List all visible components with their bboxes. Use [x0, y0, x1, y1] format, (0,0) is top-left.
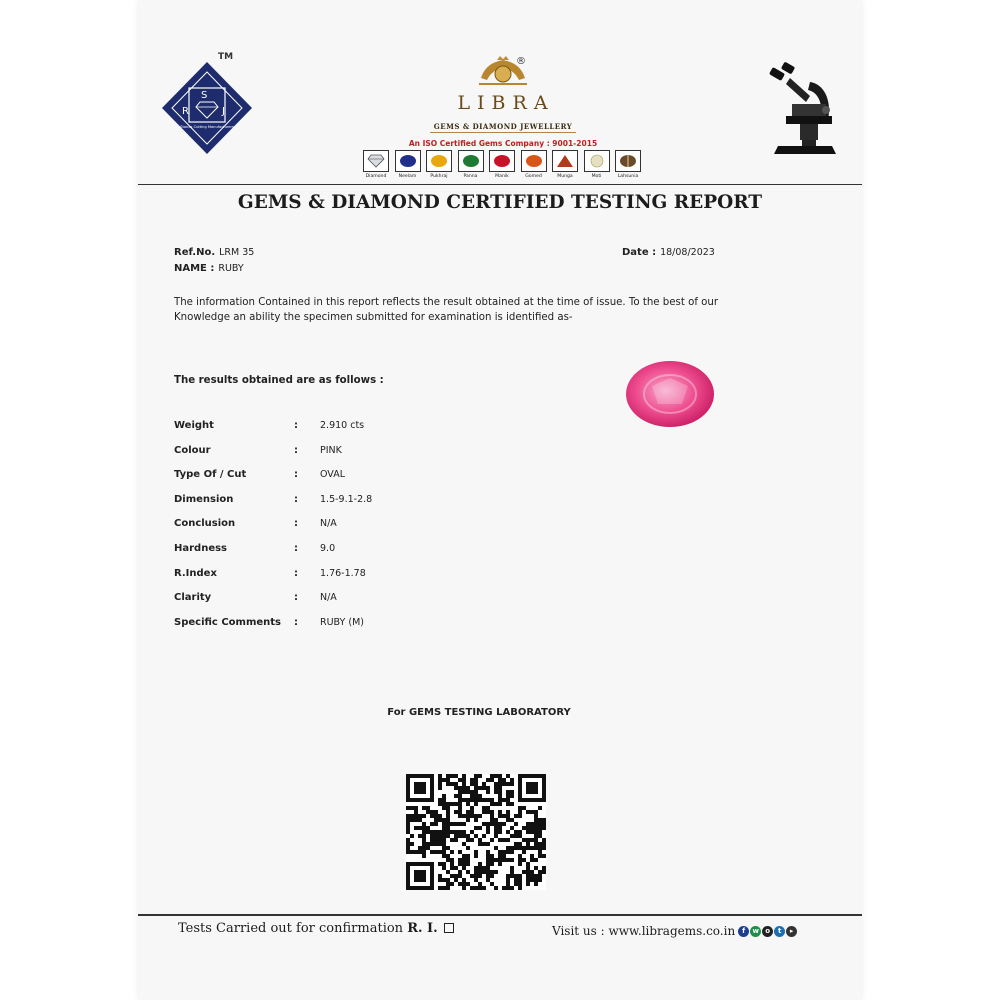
result-label: Colour [174, 444, 211, 456]
certificate-page [138, 0, 862, 1000]
result-label: Specific Comments [174, 616, 282, 628]
name-label: NAME : [174, 263, 215, 274]
result-value: 1.5-9.1-2.8 [320, 493, 373, 505]
srj-letter-r: R [182, 106, 189, 117]
cats-eye-icon [619, 154, 637, 168]
srj-letter-j: J [222, 106, 225, 117]
result-label: Weight [174, 420, 214, 431]
result-row [174, 617, 474, 642]
pearl-icon [588, 154, 606, 168]
registered-mark: ® [516, 56, 526, 67]
result-value: N/A [320, 592, 337, 604]
instagram-icon[interactable]: o [762, 926, 773, 937]
gem-pukhraj [425, 150, 453, 184]
result-value: 2.910 cts [320, 420, 365, 431]
ref-label: Ref.No. [174, 247, 216, 258]
result-colon: : [294, 592, 298, 604]
intro-paragraph: The information Contained in this report reflects the result obtained at the time of issue. To the best of our Knowledge an ability the specimen submitted for examination is identified as- [174, 297, 719, 323]
ref-value: LRM 35 [219, 247, 255, 258]
result-row [174, 494, 474, 519]
result-value: RUBY (M) [320, 616, 364, 628]
date-value: 18/08/2023 [660, 247, 715, 258]
result-row [174, 543, 474, 568]
report-title: GEMS & DIAMOND CERTIFIED TESTING REPORT [237, 192, 763, 213]
website-note [552, 924, 797, 938]
name-value: RUBY [218, 263, 244, 274]
gem-label: Munga [557, 174, 573, 179]
gem-label: Panna [463, 174, 478, 179]
hessonite-icon [525, 154, 543, 168]
blue-sapphire-icon [399, 154, 417, 168]
gem-munga [551, 150, 579, 184]
footer-divider [138, 914, 862, 916]
result-label: Type Of / Cut [174, 469, 247, 481]
report-date [622, 247, 715, 258]
result-value: 9.0 [320, 542, 336, 554]
date-label: Date : [622, 247, 657, 258]
result-label: Dimension [174, 493, 234, 505]
gem-type-row [362, 150, 642, 184]
gem-label: Lahsunia [617, 174, 639, 179]
results-table [174, 420, 474, 641]
result-value: OVAL [320, 469, 345, 481]
gem-manik [488, 150, 516, 184]
result-colon: : [294, 518, 298, 530]
gem-panna [457, 150, 485, 184]
result-colon: : [294, 616, 298, 628]
gem-neelam [394, 150, 422, 184]
result-row [174, 445, 474, 470]
result-label: Clarity [174, 592, 212, 604]
gem-moti [583, 150, 611, 184]
gem-name [174, 263, 244, 274]
brand-name: LIBRA [457, 92, 555, 114]
result-label: Hardness [174, 542, 228, 554]
tests-method: R. I. [407, 921, 438, 936]
checkbox-icon [444, 923, 454, 933]
tests-note [178, 921, 454, 936]
website-text: Visit us : www.libragems.co.in [552, 924, 736, 938]
gem-label: Pukhraj [430, 174, 448, 179]
result-row [174, 518, 474, 543]
srj-logo-icon [158, 58, 256, 158]
lab-signature-label: For GEMS TESTING LABORATORY [387, 707, 571, 718]
gem-label: Diamond [365, 174, 387, 179]
iso-certification: An ISO Certified Gems Company : 9001-2015 [408, 139, 598, 148]
result-row [174, 568, 474, 593]
result-label: R.Index [174, 567, 217, 579]
gem-label: Neelam [398, 174, 417, 179]
social-icons [737, 926, 797, 937]
gem-lahsunia [614, 150, 642, 184]
result-colon: : [294, 542, 298, 554]
gem-diamond [362, 150, 390, 184]
brand-subtitle: GEMS & DIAMOND JEWELLERY [430, 122, 576, 133]
ruby-gem-image [622, 356, 718, 432]
result-row [174, 469, 474, 494]
result-label: Conclusion [174, 518, 236, 530]
result-colon: : [294, 444, 298, 456]
gem-label: Moti [591, 174, 602, 179]
gem-gomed [520, 150, 548, 184]
result-colon: : [294, 469, 298, 481]
result-row [174, 420, 474, 445]
diamond-icon [367, 154, 385, 168]
ruby-icon [493, 154, 511, 168]
srj-tagline: Stones Cutting Manufacturers [180, 125, 234, 129]
emerald-icon [462, 154, 480, 168]
result-row [174, 592, 474, 617]
result-value: N/A [320, 518, 337, 530]
facebook-icon[interactable]: f [738, 926, 749, 937]
youtube-icon[interactable]: ▸ [786, 926, 797, 937]
result-colon: : [294, 493, 298, 505]
result-value: PINK [320, 444, 342, 456]
result-colon: : [294, 567, 298, 579]
tests-text: Tests Carried out for confirmation [178, 921, 404, 936]
qr-code-icon [406, 774, 546, 890]
microscope-icon [766, 60, 842, 156]
yellow-sapphire-icon [430, 154, 448, 168]
whatsapp-icon[interactable]: w [750, 926, 761, 937]
header-divider [138, 184, 862, 185]
coral-icon [556, 154, 574, 168]
gem-label: Gomed [525, 174, 542, 179]
gem-label: Manik [495, 174, 509, 179]
trademark-mark: TM [218, 52, 234, 62]
result-colon: : [294, 420, 298, 431]
ref-number [174, 247, 254, 258]
result-value: 1.76-1.78 [320, 567, 366, 579]
brand-block [358, 56, 648, 148]
srj-letter-s: S [201, 90, 208, 101]
results-heading: The results obtained are as follows : [174, 375, 384, 386]
twitter-icon[interactable]: t [774, 926, 785, 937]
